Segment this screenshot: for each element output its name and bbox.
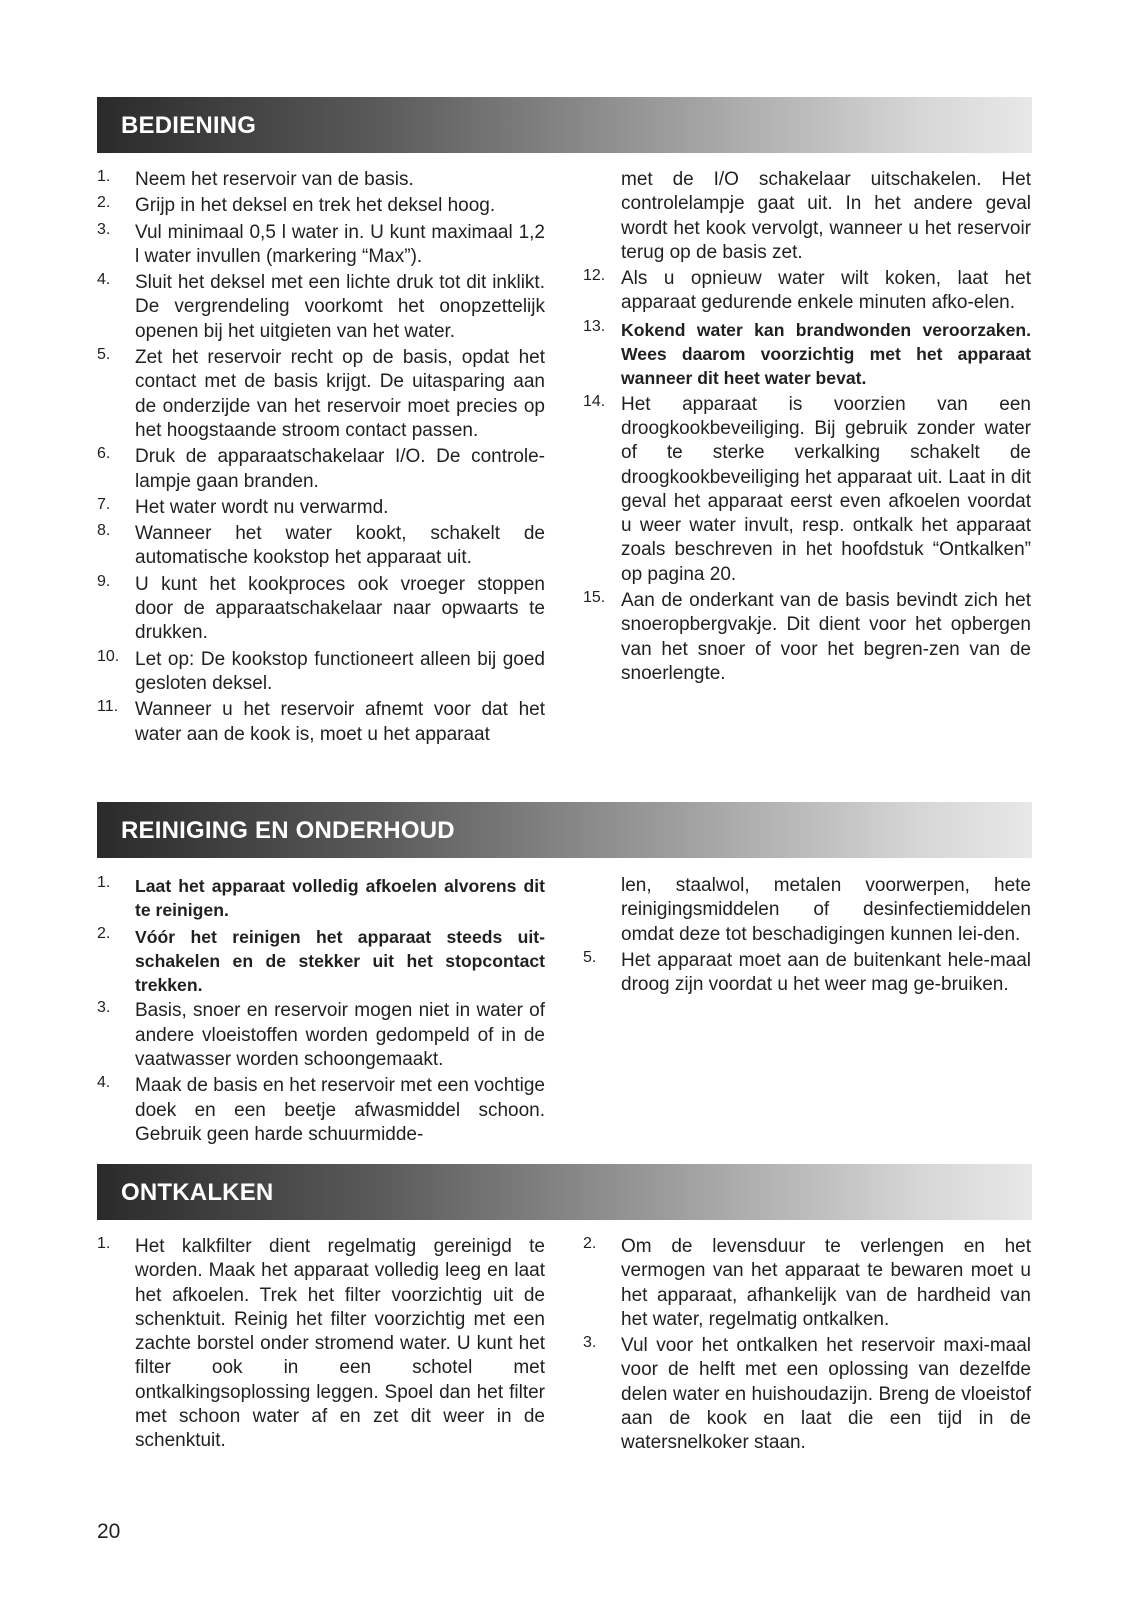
list-item <box>97 698 545 747</box>
item-text: Grijp in het deksel en trek het deksel hoog. <box>135 195 496 217</box>
ontkalken-left-column <box>97 1235 545 1456</box>
list-item <box>97 573 545 646</box>
item-text: Het apparaat moet aan de buitenkant hele-maal droog zijn voordat u het weer mag ge-bruiken. <box>621 949 1031 996</box>
item-text: Zet het reservoir recht op de basis, opdat het contact met de basis krijgt. De uitasparing aan de onderzijde van het reservoir moet precies op het hoogstaande stroom contact passen. <box>135 347 545 441</box>
item-text: Kokend water kan brandwonden veroorzaken. Wees daarom voorzichtig met het apparaat wanneer dit heet water bevat. <box>621 319 1031 389</box>
list-item <box>97 271 545 344</box>
item-text: U kunt het kookproces ook vroeger stoppen door de apparaatschakelaar naar opwaarts te drukken. <box>135 573 545 644</box>
item-number: 13. <box>583 317 606 335</box>
list-item <box>97 168 545 192</box>
list-item <box>97 522 545 571</box>
item-number: 4. <box>97 1074 111 1092</box>
section-title: BEDIENING <box>121 112 257 139</box>
item-text: Wanneer u het reservoir afnemt voor dat het water aan de kook is, moet u het apparaat <box>135 699 545 745</box>
item-number: 1. <box>97 1235 111 1252</box>
item-number: 2. <box>97 194 111 212</box>
item-number: 15. <box>583 589 606 607</box>
bediening-left-column <box>97 168 545 749</box>
item-text: Let op: De kookstop functioneert alleen bij goed gesloten deksel. <box>135 648 545 694</box>
section-title: REINIGING EN ONDERHOUD <box>121 817 455 844</box>
list-item <box>97 445 545 494</box>
list-item <box>583 267 1031 316</box>
item-text: len, staalwol, metalen voorwerpen, hete reinigingsmiddelen of desinfectiemiddelen omdat deze tot beschadigingen kunnen lei-den. <box>621 875 1031 945</box>
item-number: 10. <box>97 647 120 665</box>
item-text: Druk de apparaatschakelaar I/O. De controle-lampje gaan branden. <box>135 446 545 492</box>
list-item-continuation <box>583 168 1031 265</box>
item-number: 2. <box>583 1235 597 1252</box>
ontkalken-right-column <box>583 1235 1031 1458</box>
item-number: 1. <box>97 168 111 185</box>
list-item <box>97 496 545 520</box>
list-item <box>97 221 545 270</box>
item-number: 3. <box>583 1334 597 1352</box>
list-item <box>583 1235 1031 1332</box>
item-text: Vul minimaal 0,5 l water in. U kunt maximaal 1,2 l water invullen (markering “Max”). <box>135 221 545 267</box>
item-text: Het kalkfilter dient regelmatig gereinigd te worden. Maak het apparaat volledig leeg en laat het afkoelen. Trek het filter voorzichtig uit de schenktuit. Reinig het filter voorzichtig met een zachte borstel onder stromend water. U kunt het filter ook in een schotel met ontkalkingsoplossing leggen. Spoel dan het filter met schoon water af en zet dit weer in de schenktuit. <box>135 1236 545 1452</box>
item-text: Neem het reservoir van de basis. <box>135 169 414 190</box>
item-number: 2. <box>97 924 111 942</box>
warning-list-item <box>97 925 545 998</box>
section-title: ONTKALKEN <box>121 1179 274 1206</box>
item-number: 9. <box>97 572 111 590</box>
list-item <box>97 999 545 1072</box>
item-text: Het apparaat is voorzien van een droogkookbeveiliging. Bij gebruik zonder water of te sterke verkalking schakelt de droogkookbeveiliging het apparaat uit. Laat in dit geval het apparaat eerst even afkoelen voordat u weer water invult, resp. ontkalk het apparaat zoals beschreven in het hoofdstuk “Ontkalken” op pagina 20. <box>621 393 1031 585</box>
item-text: Wanneer het water kookt, schakelt de automatische kookstop het apparaat uit. <box>135 523 545 569</box>
warning-list-item <box>97 874 545 923</box>
item-text: Als u opnieuw water wilt koken, laat het apparaat gedurende enkele minuten afko-elen. <box>621 268 1031 314</box>
list-item <box>583 949 1031 998</box>
section-header-ontkalken <box>97 1164 1032 1220</box>
list-item <box>97 648 545 697</box>
item-number: 1. <box>97 874 111 891</box>
reiniging-right-column <box>583 874 1031 999</box>
item-text: Het water wordt nu verwarmd. <box>135 496 389 518</box>
item-number: 12. <box>583 267 606 285</box>
bediening-right-column <box>583 168 1031 688</box>
page-number: 20 <box>97 1520 121 1543</box>
item-number: 14. <box>583 392 606 410</box>
item-text: Basis, snoer en reservoir mogen niet in water of andere vloeistoffen worden gedompeld of in de vaatwasser worden schoongemaakt. <box>135 1000 545 1071</box>
item-text: Aan de onderkant van de basis bevindt zich het snoeropbergvakje. Dit dient voor het opbergen van het snoer of voor het begren-zen van de snoerlengte. <box>621 590 1031 684</box>
section-header-reiniging <box>97 802 1032 858</box>
item-text: Vóór het reinigen het apparaat steeds uit-schakelen en de stekker uit het stopcontact trekken. <box>135 926 545 996</box>
list-item <box>97 346 545 443</box>
list-item <box>97 1074 545 1147</box>
list-item <box>583 393 1031 587</box>
reiniging-left-column <box>97 874 545 1149</box>
list-item-continuation <box>583 874 1031 947</box>
item-text: met de I/O schakelaar uitschakelen. Het controlelampje gaat uit. In het andere geval wordt het kook vervolgt, wanneer u het reservoir terug op de basis zet. <box>621 169 1031 263</box>
item-text: Laat het apparaat volledig afkoelen alvorens dit te reinigen. <box>135 876 545 921</box>
item-number: 5. <box>97 346 111 364</box>
item-text: Om de levensduur te verlengen en het vermogen van het apparaat te bewaren moet u het apparaat, afhankelijk van de hardheid van het water, regelmatig ontkalken. <box>621 1236 1031 1330</box>
list-item <box>97 194 545 218</box>
item-number: 11. <box>97 698 119 716</box>
list-item <box>97 1235 545 1454</box>
item-text: Maak de basis en het reservoir met een vochtige doek en een beetje afwasmiddel schoon. Gebruik geen harde schuurmidde- <box>135 1075 545 1145</box>
item-number: 4. <box>97 271 111 289</box>
item-text: Sluit het deksel met een lichte druk tot dit inklikt. De vergrendeling voorkomt het onopzettelijk openen bij het uitgieten van het water. <box>135 272 545 342</box>
item-number: 3. <box>97 220 111 238</box>
list-item <box>583 1334 1031 1455</box>
item-number: 3. <box>97 999 111 1017</box>
item-number: 8. <box>97 522 111 540</box>
item-number: 7. <box>97 495 111 513</box>
item-number: 6. <box>97 445 111 463</box>
section-header-bediening <box>97 97 1032 153</box>
warning-list-item <box>583 318 1031 391</box>
list-item <box>583 589 1031 686</box>
item-number: 5. <box>583 948 597 966</box>
item-text: Vul voor het ontkalken het reservoir maxi-maal voor de helft met een oplossing van dezelfde delen water en huishoudazijn. Breng de vloeistof aan de kook en laat die een tijd in de watersnelkoker staan. <box>621 1335 1031 1454</box>
